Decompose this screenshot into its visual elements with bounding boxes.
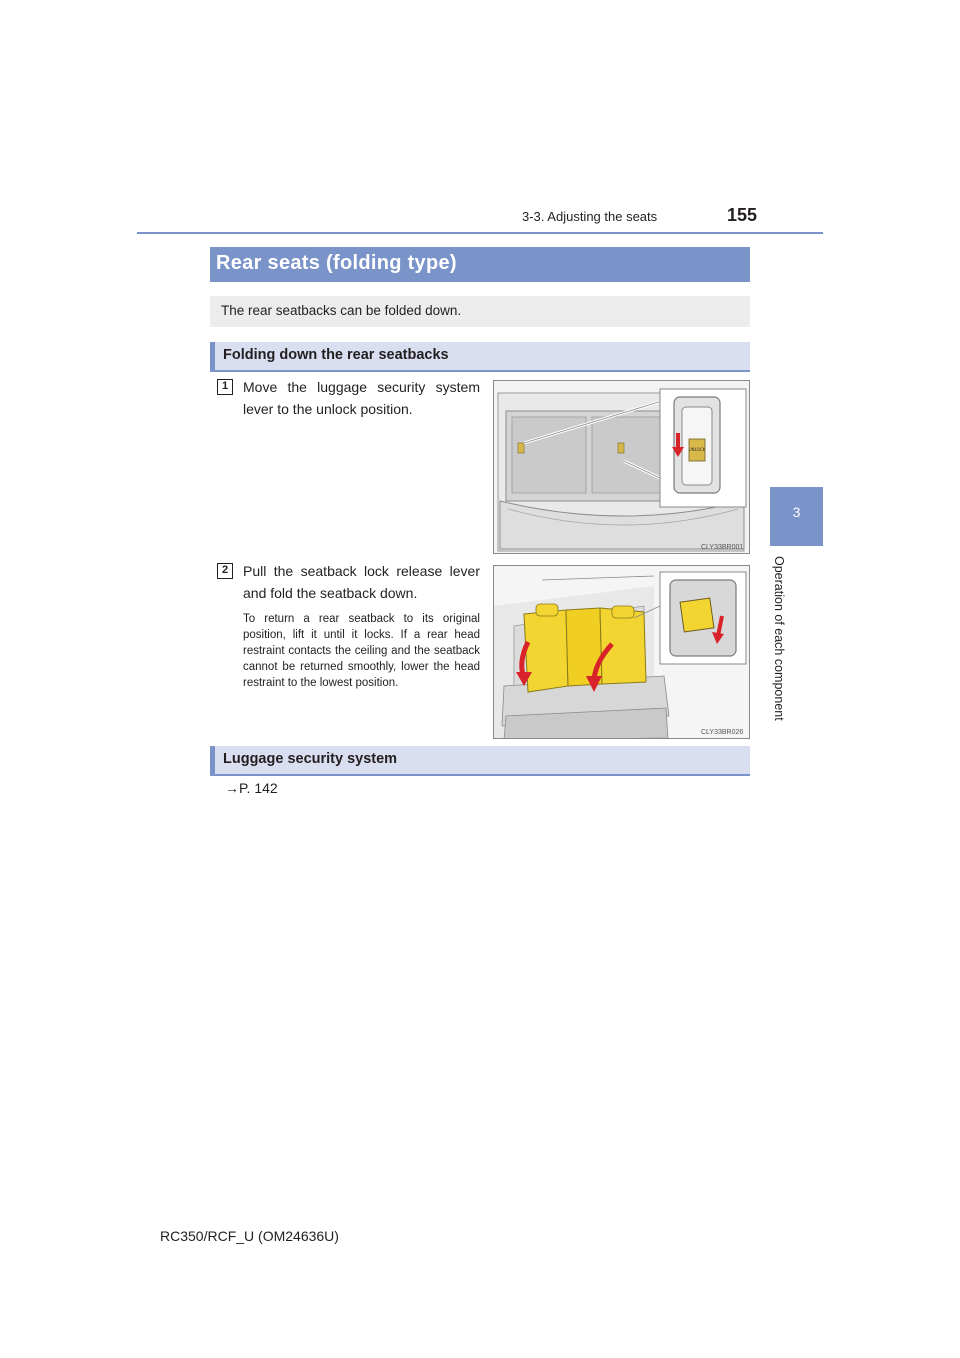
seat-illustration <box>494 566 750 739</box>
chapter-tab[interactable] <box>770 487 823 546</box>
chapter-title-vertical <box>770 556 790 746</box>
trunk-illustration <box>494 381 750 554</box>
figure-seatback-fold <box>493 565 750 739</box>
step-1-text: Move the luggage security system lever to the unlock position. <box>243 379 480 417</box>
step-2-text: Pull the seatback lock release lever and fold the seatback down. <box>243 563 480 601</box>
section-heading-folding <box>210 342 750 372</box>
page-number: 155 <box>727 205 758 225</box>
section-heading-text: Folding down the rear seatbacks <box>223 347 449 363</box>
step-2-note: To return a rear seatback to its original position, lift it until it locks. If a rear head restraint contacts the ceiling and the seatback cannot be returned smoothly, lower the head restraint to the lowest position. <box>243 613 480 689</box>
chapter-number: 3 <box>792 504 801 520</box>
figure-code: CLY33BR001 <box>701 544 744 551</box>
unlock-label: UNLOCK <box>688 447 706 452</box>
chapter-title: Operation of each component <box>772 556 786 721</box>
header-divider <box>137 232 823 234</box>
section-heading-text: Luggage security system <box>223 751 398 767</box>
section-heading-luggage <box>210 746 750 776</box>
figure-code: CLY33BR026 <box>701 729 744 736</box>
page-title-bar <box>210 247 750 282</box>
step-number-badge: 1 <box>217 379 233 395</box>
intro-text: The rear seatbacks can be folded down. <box>221 303 462 318</box>
footer-model-code: RC350/RCF_U (OM24636U) <box>160 1228 339 1244</box>
page-title: Rear seats (folding type) <box>216 252 457 274</box>
page-reference-link[interactable]: →P. 142 <box>225 780 278 796</box>
intro-box <box>210 296 750 327</box>
step-number-badge: 2 <box>217 563 233 579</box>
figure-luggage-lever <box>493 380 750 554</box>
section-heading: 3-3. Adjusting the seats <box>522 209 658 224</box>
